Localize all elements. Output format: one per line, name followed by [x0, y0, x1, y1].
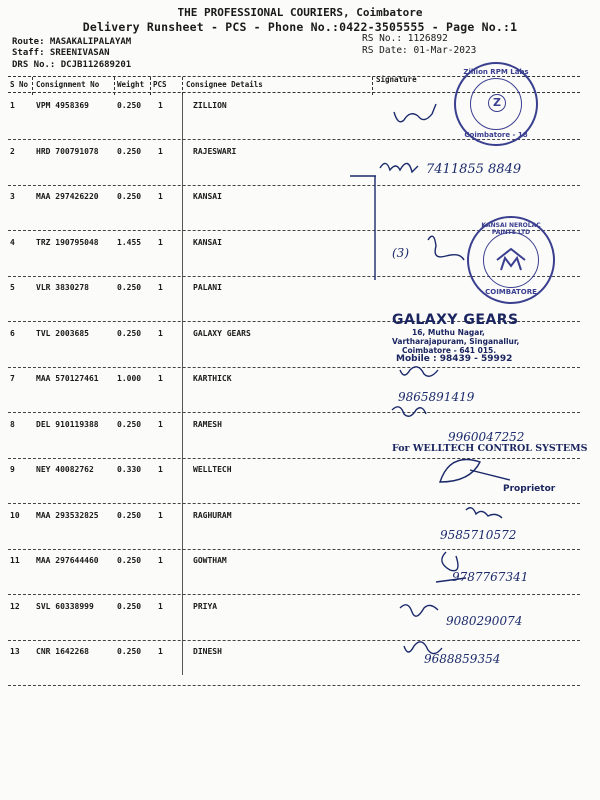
row-sno: 5	[10, 283, 15, 292]
row-sno: 1	[10, 101, 15, 110]
handwritten-phone: 9960047252	[448, 430, 525, 444]
row-weight: 0.250	[117, 101, 142, 110]
row-pcs: 1	[158, 101, 163, 110]
row-sno: 6	[10, 328, 15, 338]
row-weight: 0.250	[117, 192, 142, 201]
row-consignee: RAJESWARI	[193, 146, 237, 156]
row-sno: 2	[10, 146, 15, 156]
row-consignment-no: MAA 293532825	[36, 510, 99, 520]
row-consignment-no: DEL 910119388	[36, 419, 99, 429]
handwritten-phone: 9865891419	[398, 390, 475, 404]
row-weight: 0.250	[117, 283, 142, 292]
welltech-stamp: For WELLTECH CONTROL SYSTEMS	[392, 443, 588, 454]
col-consignee: Consignee Details	[186, 80, 263, 89]
row-weight: 0.250	[117, 556, 142, 565]
stamp-address: 16, Muthu Nagar,	[412, 328, 485, 337]
stamp-text: COIMBATORE	[485, 288, 537, 296]
row-pcs: 1	[158, 237, 163, 247]
row-weight: 0.250	[117, 419, 142, 429]
row-consignment-no: TVL 2003685	[36, 328, 89, 338]
row-pcs: 1	[158, 601, 163, 611]
stamp-title: GALAXY GEARS	[392, 312, 519, 328]
row-consignee: PRIYA	[193, 601, 218, 611]
col-consignment: Consignment No	[36, 80, 100, 89]
rs-number: RS No.: 1126892	[362, 33, 448, 44]
row-pcs: 1	[158, 328, 163, 338]
row-consignee: KANSAI	[193, 237, 222, 247]
row-consignment-no: MAA 297426220	[36, 192, 99, 201]
row-sno: 12	[10, 601, 20, 611]
handwritten-phone: 7411855 8849	[426, 162, 522, 177]
col-pcs: PCS	[153, 80, 167, 89]
row-consignee: KANSAI	[193, 192, 222, 201]
drs-number: DRS No.: DCJB112689201	[12, 60, 132, 70]
row-consignee: DINESH	[193, 647, 222, 656]
handwritten-phone: 9787767341	[452, 570, 529, 584]
col-sno: S No	[10, 80, 29, 89]
row-pcs: 1	[158, 510, 163, 520]
row-weight: 0.250	[117, 647, 142, 656]
row-consignment-no: SVL 60338999	[36, 601, 94, 611]
row-sno: 7	[10, 374, 15, 383]
row-sno: 13	[10, 647, 20, 656]
col-signature: Signature	[376, 75, 417, 84]
row-pcs: 1	[158, 192, 163, 201]
rs-date: RS Date: 01-Mar-2023	[362, 45, 477, 56]
row-consignee: ZILLION	[193, 101, 227, 110]
stamp-text: Zillion RPM Labs	[463, 68, 529, 76]
row-sno: 11	[10, 556, 20, 565]
handwritten-phone: 9080290074	[446, 614, 523, 628]
row-pcs: 1	[158, 465, 163, 474]
row-weight: 0.250	[117, 510, 142, 520]
row-weight: 0.330	[117, 465, 142, 474]
row-weight: 1.455	[117, 237, 142, 247]
row-consignment-no: TRZ 190795048	[36, 237, 99, 247]
row-consignee: RAGHURAM	[193, 510, 232, 520]
runsheet-title: Delivery Runsheet - PCS - Phone No.:0422-3505555 - Page No.:1	[82, 20, 518, 34]
row-consignee: RAMESH	[193, 419, 222, 429]
row-consignment-no: NEY 40082762	[36, 465, 94, 474]
row-consignment-no: MAA 297644460	[36, 556, 99, 565]
route-label: Route: MASAKALIPALAYAM	[12, 37, 132, 47]
row-pcs: 1	[158, 283, 163, 292]
company-title: THE PROFESSIONAL COURIERS, Coimbatore	[177, 6, 423, 19]
handwritten-mark: (3)	[392, 246, 409, 260]
row-consignee: GALAXY GEARS	[193, 328, 251, 338]
row-pcs: 1	[158, 419, 163, 429]
row-consignee: WELLTECH	[193, 465, 232, 474]
row-consignee: KARTHICK	[193, 374, 232, 383]
row-pcs: 1	[158, 647, 163, 656]
row-consignment-no: CNR 1642268	[36, 647, 89, 656]
row-consignment-no: VLR 3830278	[36, 283, 89, 292]
row-sno: 8	[10, 419, 15, 429]
handwritten-phone: 9688859354	[424, 652, 501, 666]
stamp-mobile: Mobile : 98439 - 59992	[396, 354, 513, 364]
row-pcs: 1	[158, 146, 163, 156]
row-consignee: PALANI	[193, 283, 222, 292]
row-sno: 4	[10, 237, 15, 247]
row-weight: 0.250	[117, 601, 142, 611]
row-consignment-no: VPM 4958369	[36, 101, 89, 110]
row-pcs: 1	[158, 374, 163, 383]
row-consignee: GOWTHAM	[193, 556, 227, 565]
row-sno: 3	[10, 192, 15, 201]
row-weight: 0.250	[117, 328, 142, 338]
z-logo-icon: Z	[488, 94, 506, 112]
staff-label: Staff: SREENIVASAN	[12, 48, 110, 58]
row-consignment-no: MAA 570127461	[36, 374, 99, 383]
stamp-text: Coimbatore - 18	[464, 131, 528, 139]
row-sno: 9	[10, 465, 15, 474]
stamp-address: Coimbatore - 641 015.	[402, 346, 497, 355]
handwritten-phone: 9585710572	[440, 528, 517, 542]
row-sno: 10	[10, 510, 20, 520]
row-weight: 0.250	[117, 146, 142, 156]
row-pcs: 1	[158, 556, 163, 565]
col-weight: Weight	[117, 80, 145, 89]
row-weight: 1.000	[117, 374, 142, 383]
row-consignment-no: HRD 700791078	[36, 146, 99, 156]
stamp-text: KANSAI NEROLAC PAINTS LTD	[481, 222, 541, 236]
proprietor-label: Proprietor	[503, 484, 556, 494]
stamp-address: Vartharajapuram, Singanallur,	[392, 337, 520, 346]
